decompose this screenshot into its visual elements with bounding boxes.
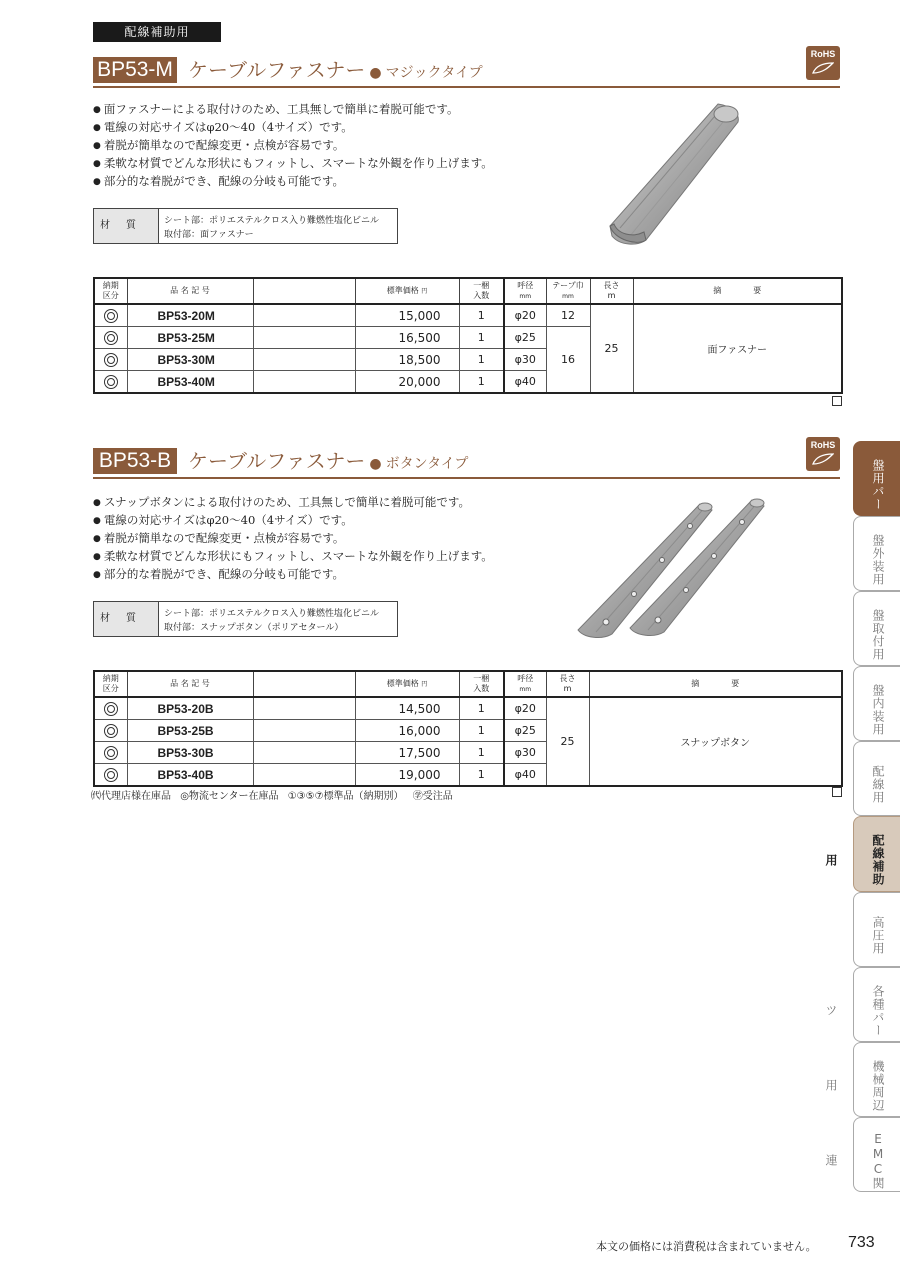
price: 17,500	[355, 742, 459, 764]
tape-width: 16	[546, 327, 590, 394]
section-title	[188, 57, 483, 86]
header-length: 長さ m	[590, 278, 633, 304]
rohs-badge	[806, 46, 840, 80]
header-delivery: 納期 区分	[94, 278, 127, 304]
section-header-bp53-b	[93, 447, 840, 479]
header-remarks: 摘 要	[633, 278, 842, 304]
price: 16,000	[355, 720, 459, 742]
square-mark-icon	[832, 396, 842, 406]
model-code: BP53-20M	[127, 304, 253, 327]
material-line: シート部：ポリエステルクロス入り難燃性塩化ビニル	[164, 216, 380, 226]
delivery-mark	[94, 349, 127, 371]
page-number: 733	[848, 1234, 875, 1251]
feature-item: ● スナップボタンによる取付けのため、工具無しで簡単に着脱可能です。	[93, 493, 593, 511]
diameter: φ25	[504, 327, 546, 349]
header-price: 標準価格 円	[355, 278, 459, 304]
double-circle-icon	[104, 353, 118, 367]
diameter: φ30	[504, 349, 546, 371]
rohs-label: RoHS	[810, 49, 836, 59]
delivery-mark	[94, 371, 127, 394]
diameter: φ20	[504, 304, 546, 327]
feature-list	[93, 100, 593, 190]
model-code: BP53-30M	[127, 349, 253, 371]
material-box	[93, 601, 398, 637]
double-circle-icon	[104, 309, 118, 323]
diameter: φ20	[504, 697, 546, 720]
rohs-label: RoHS	[810, 440, 836, 450]
title-text: ケーブルファスナー	[188, 58, 366, 82]
product-table-bp53-b	[93, 670, 843, 787]
section-header-bp53-m	[93, 56, 840, 88]
double-circle-icon	[104, 702, 118, 716]
feature-item: ● 柔軟な材質でどんな形状にもフィットし、スマートな外観を作り上げます。	[93, 154, 593, 172]
leaf-icon	[812, 62, 834, 74]
rohs-badge	[806, 437, 840, 471]
header-diameter: 呼径 mm	[504, 278, 546, 304]
header-qty: 一梱 入数	[459, 671, 504, 697]
price: 16,500	[355, 327, 459, 349]
price: 18,500	[355, 349, 459, 371]
product-image-velcro-fastener	[600, 100, 750, 250]
delivery-mark	[94, 304, 127, 327]
double-circle-icon	[104, 331, 118, 345]
delivery-mark	[94, 742, 127, 764]
length: 25	[546, 697, 589, 786]
side-tab-panel-parts[interactable]: 盤用パーツ	[853, 441, 900, 516]
title-subtitle: ボタンタイプ	[385, 456, 469, 472]
legend-item: ㈹代理店様在庫品	[91, 791, 171, 802]
side-tab-high-voltage[interactable]: 高圧用	[853, 892, 900, 967]
material-line: シート部：ポリエステルクロス入り難燃性塩化ビニル	[164, 609, 380, 619]
feature-item: ● 部分的な着脱ができ、配線の分岐も可能です。	[93, 172, 593, 190]
product-code: BP53-B	[93, 448, 177, 474]
tape-width: 12	[546, 304, 590, 327]
qty: 1	[459, 371, 504, 394]
model-code: BP53-20B	[127, 697, 253, 720]
tax-note: 本文の価格には消費税は含まれていません。	[596, 1240, 817, 1253]
header-tape-width: テープ巾 mm	[546, 278, 590, 304]
header-length: 長さ m	[546, 671, 589, 697]
leaf-icon	[812, 453, 834, 465]
qty: 1	[459, 764, 504, 787]
feature-item: ● 部分的な着脱ができ、配線の分岐も可能です。	[93, 565, 593, 583]
legend-item: ㊫受注品	[412, 791, 453, 802]
legend-item: ①③⑤⑦標準品（納期別）	[287, 791, 404, 802]
diameter: φ30	[504, 742, 546, 764]
material-label: 材質	[94, 602, 159, 636]
side-tab-panel-interior[interactable]: 盤内装用	[853, 666, 900, 741]
qty: 1	[459, 720, 504, 742]
material-line: 取付部：スナップボタン（ポリアセタール）	[164, 623, 344, 633]
price: 20,000	[355, 371, 459, 394]
remarks: 面ファスナー	[633, 304, 842, 393]
header-qty: 一梱 入数	[459, 278, 504, 304]
double-circle-icon	[104, 724, 118, 738]
model-code: BP53-40M	[127, 371, 253, 394]
qty: 1	[459, 742, 504, 764]
qty: 1	[459, 349, 504, 371]
diameter: φ40	[504, 371, 546, 394]
qty: 1	[459, 697, 504, 720]
section-title	[188, 448, 468, 477]
legend-item: ◎物流センター在庫品	[180, 791, 279, 802]
side-tab-panel-mounting[interactable]: 盤取付用	[853, 591, 900, 666]
delivery-mark	[94, 697, 127, 720]
product-image-button-fastener	[572, 494, 772, 644]
double-circle-icon	[104, 375, 118, 389]
material-box	[93, 208, 398, 244]
table-row	[94, 304, 842, 327]
header-diameter: 呼径 mm	[504, 671, 546, 697]
stock-legend	[91, 787, 459, 802]
feature-item: ● 電線の対応サイズはφ20～40（4サイズ）です。	[93, 118, 593, 136]
diameter: φ40	[504, 764, 546, 787]
price: 19,000	[355, 764, 459, 787]
qty: 1	[459, 327, 504, 349]
model-code: BP53-30B	[127, 742, 253, 764]
feature-item: ● 面ファスナーによる取付けのため、工具無しで簡単に着脱可能です。	[93, 100, 593, 118]
category-label: 配線補助用	[93, 22, 221, 42]
side-tab-misc-parts[interactable]: 各種パーツ	[853, 967, 900, 1042]
header-model: 品 名 記 号	[127, 278, 253, 304]
feature-list	[93, 493, 593, 583]
product-table-bp53-m	[93, 277, 843, 394]
material-label: 材質	[94, 209, 159, 243]
title-dot: ●	[369, 456, 382, 472]
header-model: 品 名 記 号	[127, 671, 253, 697]
product-code: BP53-M	[93, 57, 177, 83]
header-delivery: 納期 区分	[94, 671, 127, 697]
delivery-mark	[94, 764, 127, 787]
square-mark-icon	[832, 787, 842, 797]
feature-item: ● 柔軟な材質でどんな形状にもフィットし、スマートな外観を作り上げます。	[93, 547, 593, 565]
table-header-row	[94, 671, 842, 697]
double-circle-icon	[104, 746, 118, 760]
header-price: 標準価格 円	[355, 671, 459, 697]
model-code: BP53-25B	[127, 720, 253, 742]
title-text: ケーブルファスナー	[188, 449, 366, 473]
material-line: 取付部：面ファスナー	[164, 230, 254, 240]
feature-item: ● 電線の対応サイズはφ20～40（4サイズ）です。	[93, 511, 593, 529]
side-tab-wiring-auxiliary[interactable]: 配線補助用	[853, 816, 900, 892]
header-blank	[253, 278, 355, 304]
header-blank	[253, 671, 355, 697]
feature-item: ● 着脱が簡単なので配線変更・点検が容易です。	[93, 529, 593, 547]
delivery-mark	[94, 327, 127, 349]
title-dot: ●	[369, 65, 382, 81]
side-tab-wiring[interactable]: 配線用	[853, 741, 900, 816]
length: 25	[590, 304, 633, 393]
feature-item: ● 着脱が簡単なので配線変更・点検が容易です。	[93, 136, 593, 154]
side-tab-machine-peripheral[interactable]: 機械周辺用	[853, 1042, 900, 1117]
side-tab-emc[interactable]: EMC関連	[853, 1117, 900, 1192]
model-code: BP53-25M	[127, 327, 253, 349]
table-header-row	[94, 278, 842, 304]
header-remarks: 摘 要	[589, 671, 842, 697]
diameter: φ25	[504, 720, 546, 742]
remarks: スナップボタン	[589, 697, 842, 786]
table-row	[94, 697, 842, 720]
price: 15,000	[355, 304, 459, 327]
side-tab-panel-exterior[interactable]: 盤外装用	[853, 516, 900, 591]
model-code: BP53-40B	[127, 764, 253, 787]
qty: 1	[459, 304, 504, 327]
title-subtitle: マジックタイプ	[385, 65, 483, 81]
price: 14,500	[355, 697, 459, 720]
delivery-mark	[94, 720, 127, 742]
double-circle-icon	[104, 768, 118, 782]
